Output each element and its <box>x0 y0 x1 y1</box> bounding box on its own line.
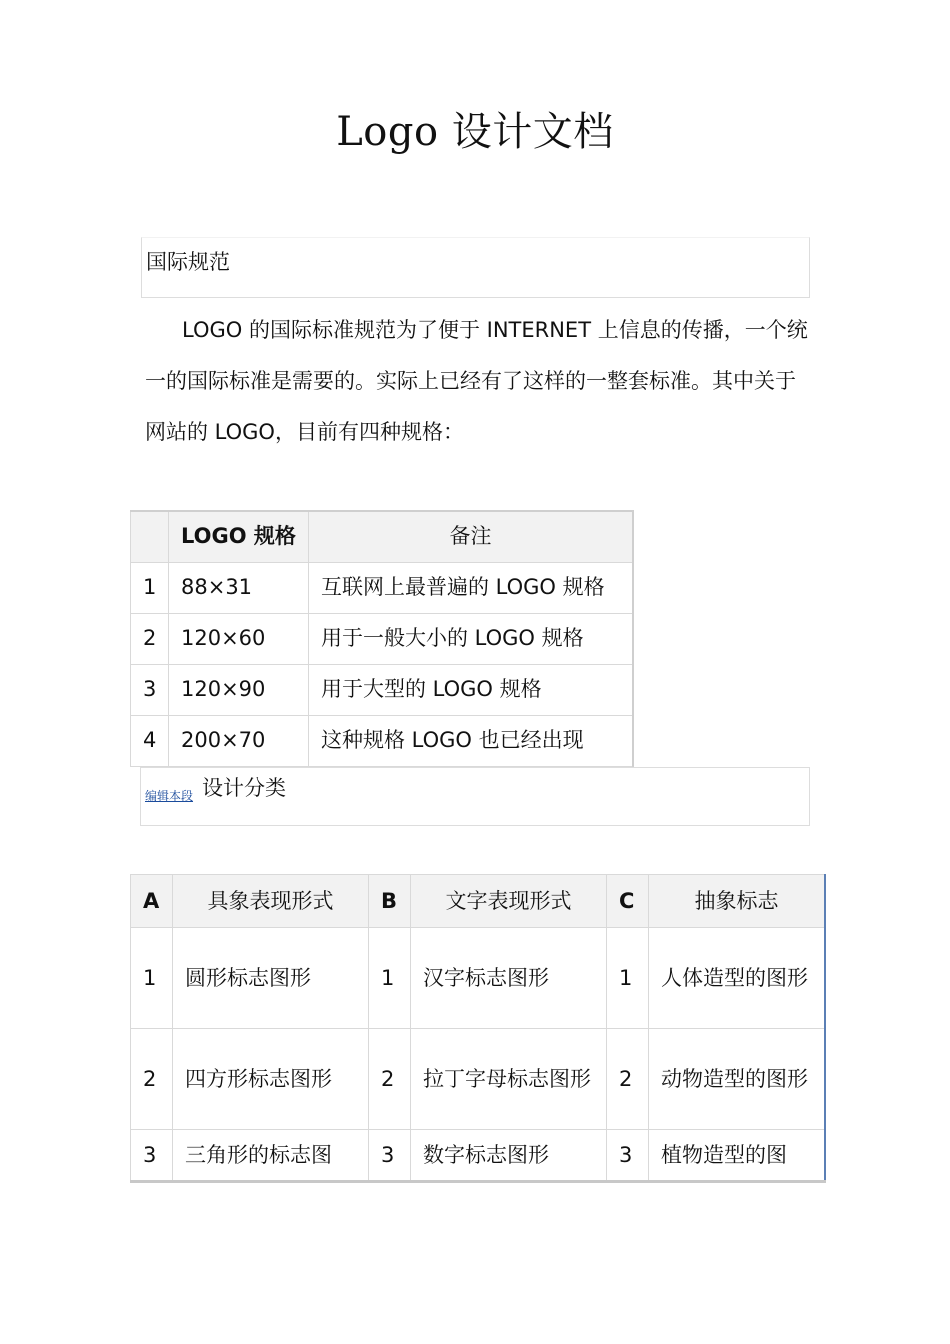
row-index: 2 <box>607 1029 649 1130</box>
row-index: 1 <box>607 928 649 1029</box>
logo-spec: 88×31 <box>169 562 309 613</box>
spec-note: 用于一般大小的 LOGO 规格 <box>309 613 634 664</box>
row-index: 1 <box>131 562 169 613</box>
document-title: Logo 设计文档 <box>336 109 614 155</box>
row-index: 2 <box>369 1029 411 1130</box>
figurative-form: 圆形标志图形 <box>173 928 369 1029</box>
section-title: 国际规范 <box>146 250 230 274</box>
table-header-cell: B <box>369 875 411 928</box>
text-form: 数字标志图形 <box>411 1130 607 1182</box>
intro-paragraph: LOGO 的国际标准规范为了便于 INTERNET 上信息的传播，一个统一的国际标准是需要的。实际上已经有了这样的一整套标准。其中关于网站的 LOGO，目前有四种规格： <box>145 318 808 444</box>
row-index: 3 <box>131 664 169 715</box>
design-category-table <box>130 874 826 1183</box>
table-header-cell <box>131 511 169 562</box>
spec-note: 这种规格 LOGO 也已经出现 <box>309 715 634 766</box>
logo-spec: 120×60 <box>169 613 309 664</box>
figurative-form: 三角形的标志图 <box>173 1130 369 1182</box>
table-row <box>131 928 826 1029</box>
text-form: 拉丁字母标志图形 <box>411 1029 607 1130</box>
table-row <box>131 562 634 613</box>
row-index: 1 <box>131 928 173 1029</box>
table-header-cell: 备注 <box>309 511 634 562</box>
table-row <box>131 715 634 766</box>
table-header-cell: C <box>607 875 649 928</box>
table-row <box>131 664 634 715</box>
figurative-form: 四方形标志图形 <box>173 1029 369 1130</box>
row-index: 3 <box>607 1130 649 1182</box>
row-index: 1 <box>369 928 411 1029</box>
table-row <box>131 613 634 664</box>
table-header-cell: 抽象标志 <box>649 875 826 928</box>
spec-note: 用于大型的 LOGO 规格 <box>309 664 634 715</box>
abstract-mark: 植物造型的图 <box>649 1130 826 1182</box>
table-header-cell: 具象表现形式 <box>173 875 369 928</box>
table-header-cell: 文字表现形式 <box>411 875 607 928</box>
edit-section-link[interactable]: 编辑本段 <box>145 789 194 803</box>
table-row <box>131 1029 826 1130</box>
section-header-design-category <box>140 767 810 826</box>
text-form: 汉字标志图形 <box>411 928 607 1029</box>
row-index: 4 <box>131 715 169 766</box>
table-header-cell: A <box>131 875 173 928</box>
row-index: 3 <box>369 1130 411 1182</box>
table-row <box>131 1130 826 1182</box>
abstract-mark: 人体造型的图形 <box>649 928 826 1029</box>
row-index: 3 <box>131 1130 173 1182</box>
table-header-row <box>131 875 826 928</box>
section-title: 设计分类 <box>202 776 286 800</box>
table-header-cell: LOGO 规格 <box>169 511 309 562</box>
logo-spec: 200×70 <box>169 715 309 766</box>
row-index: 2 <box>131 613 169 664</box>
abstract-mark: 动物造型的图形 <box>649 1029 826 1130</box>
row-index: 2 <box>131 1029 173 1130</box>
spec-note: 互联网上最普遍的 LOGO 规格 <box>309 562 634 613</box>
section-header-international-standard <box>141 237 810 298</box>
table-header-row <box>131 511 634 562</box>
logo-spec: 120×90 <box>169 664 309 715</box>
logo-spec-table <box>130 510 634 767</box>
